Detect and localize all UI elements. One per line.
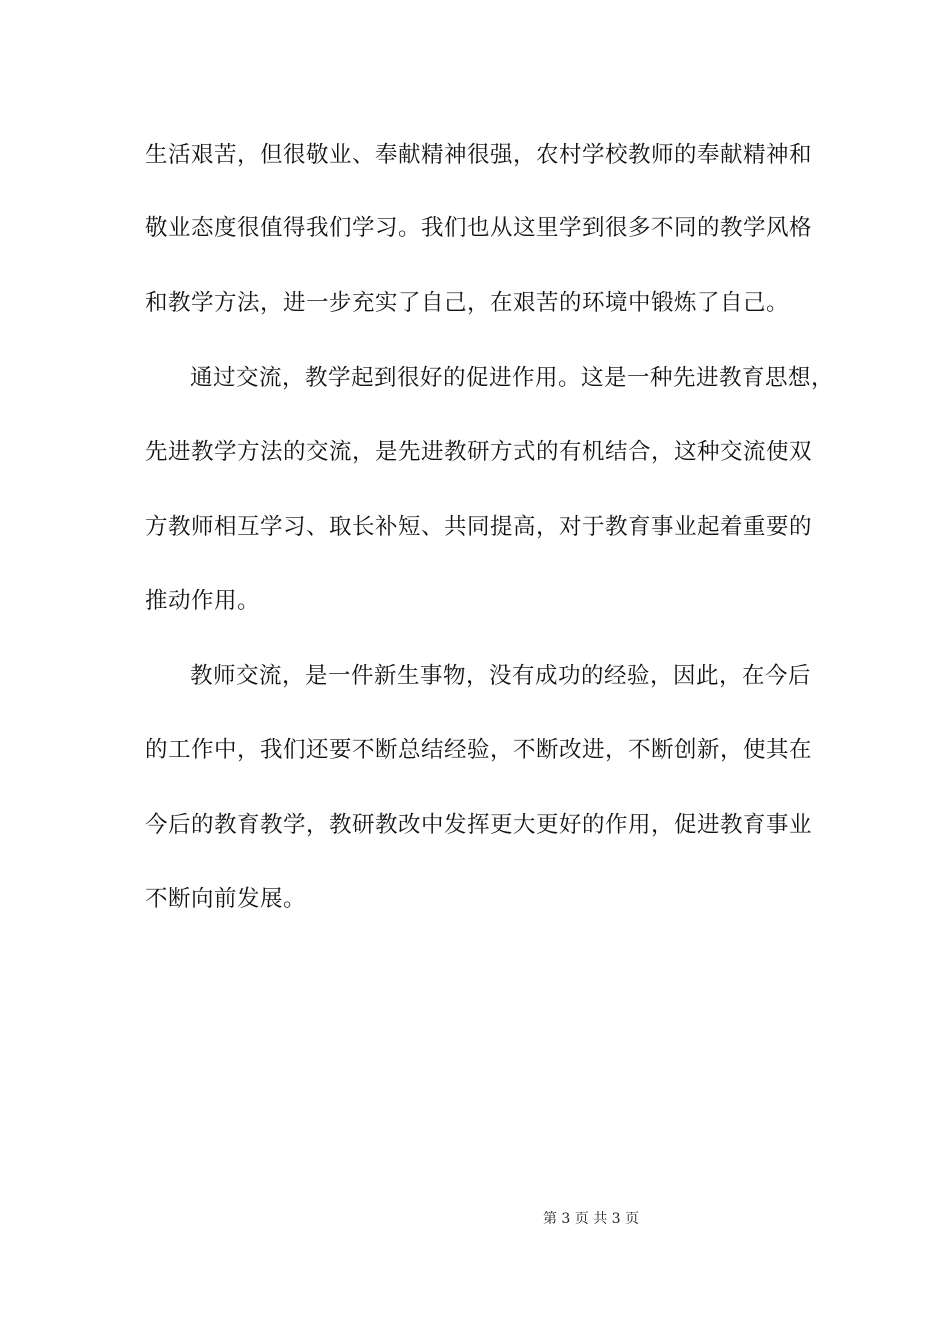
paragraph-2-line-1: 通过交流，教学起到很好的促进作用。这是一种先进教育思想， <box>190 365 835 391</box>
page-number-label: 第 3 页 共 3 页 <box>542 1211 640 1227</box>
paragraph-2-line-4: 推动作用。 <box>145 588 261 614</box>
paragraph-1-line-3: 和教学方法，进一步充实了自己，在艰苦的环境中锻炼了自己。 <box>145 290 790 316</box>
paragraph-1-line-1: 生活艰苦，但很敬业、奉献精神很强，农村学校教师的奉献精神和 <box>145 142 813 168</box>
page-footer <box>0 1208 950 1228</box>
paragraph-3-line-4: 不断向前发展。 <box>145 886 307 912</box>
paragraph-3-line-3: 今后的教育教学，教研教改中发挥更大更好的作用，促进教育事业 <box>145 812 813 838</box>
paragraph-2-line-2: 先进教学方法的交流，是先进教研方式的有机结合，这种交流使双 <box>145 439 813 465</box>
paragraph-2-line-3: 方教师相互学习、取长补短、共同提高，对于教育事业起着重要的 <box>145 514 813 540</box>
paragraph-3-line-1: 教师交流，是一件新生事物，没有成功的经验，因此，在今后 <box>190 663 812 689</box>
paragraph-3-line-2: 的工作中，我们还要不断总结经验，不断改进，不断创新，使其在 <box>145 737 813 763</box>
paragraph-1-line-2: 敬业态度很值得我们学习。我们也从这里学到很多不同的教学风格 <box>145 215 813 241</box>
